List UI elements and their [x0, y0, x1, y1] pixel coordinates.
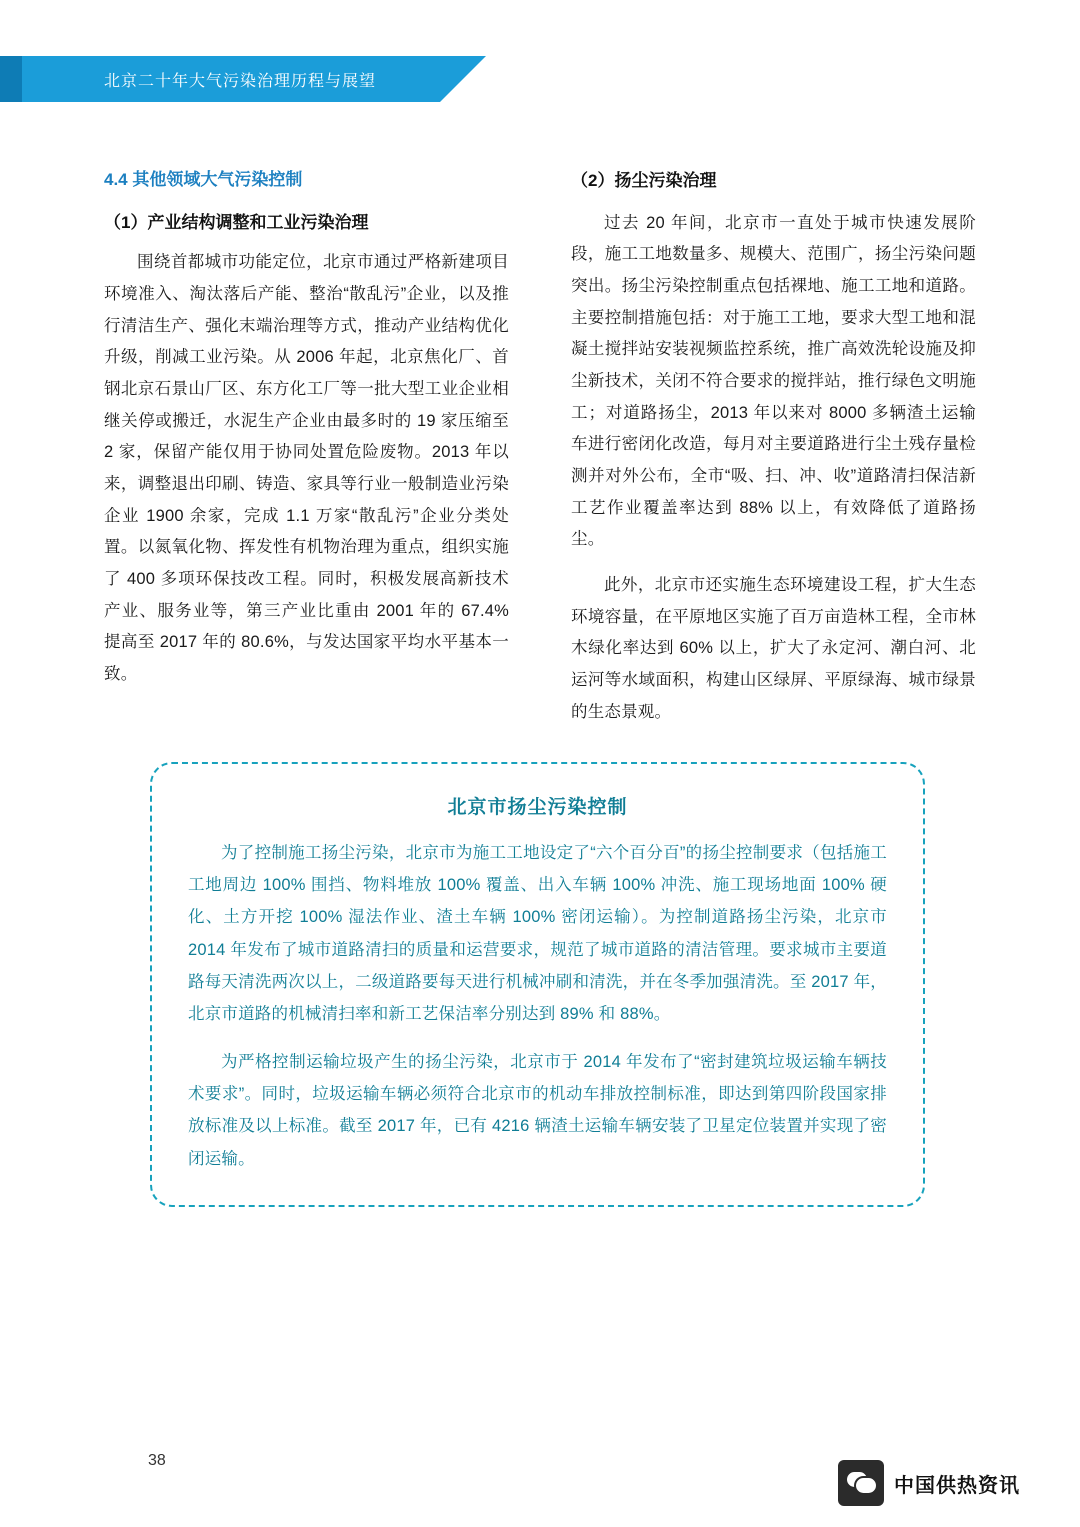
- right-paragraph-2: 此外，北京市还实施生态环境建设工程，扩大生态环境容量，在平原地区实施了百万亩造林工程，全市林木绿化率达到 60% 以上，扩大了永定河、潮白河、北运河等水域面积，构建山区绿屏、平原绿海、城市绿景的生态景观。: [571, 575, 976, 721]
- right-column: [571, 168, 976, 742]
- callout-title: 北京市扬尘污染控制: [447, 797, 628, 818]
- wechat-icon: [838, 1460, 884, 1506]
- callout-paragraph-1: 为了控制施工扬尘污染，北京市为施工工地设定了“六个百分百”的扬尘控制要求（包括施工工地周边 100% 围挡、物料堆放 100% 覆盖、出入车辆 100% 冲洗、施工现场地面 100% 硬化、土方开挖 100% 湿法作业、渣土车辆 100% 密闭运输）。为控制道路扬尘污染，北京市 2014 年发布了城市道路清扫的质量和运营要求，规范了城市道路的清洁管理。要求城市主要道路每天清洗两次以上，二级道路要每天进行机械冲刷和清洗，并在冬季加强清洗。至 2017 年，北京市道路的机械清扫率和新工艺保洁率分别达到 89% 和 88%。: [188, 844, 887, 1023]
- brand-footer: [838, 1460, 1020, 1506]
- brand-name: 中国供热资讯: [894, 1474, 1020, 1497]
- left-paragraph-1: 围绕首都城市功能定位，北京市通过严格新建项目环境准入、淘汰落后产能、整治“散乱污”企业，以及推行清洁生产、强化末端治理等方式，推动产业结构优化升级，削减工业污染。从 2006 年起，北京焦化厂、首钢北京石景山厂区、东方化工厂等一批大型工业企业相继关停或搬迁，水泥生产企业由最多时的 19 家压缩至 2 家，保留产能仅用于协同处置危险废物。2013 年以来，调整退出印刷、铸造、家具等行业一般制造业污染企业 1900 余家，完成 1.1 万家“散乱污”企业分类处置。以氮氧化物、挥发性有机物治理为重点，组织实施了 400 多项环保技改工程。同时，积极发展高新技术产业、服务业等，第三产业比重由 2001 年的 67.4% 提高至 2017 年的 80.6%，与发达国家平均水平基本一致。: [104, 253, 509, 684]
- body-columns: [104, 168, 976, 742]
- page-number: 38: [148, 1452, 166, 1469]
- page-header: [0, 56, 1080, 102]
- header-accent-bar: [0, 56, 22, 102]
- right-subsection-title: （2）扬尘污染治理: [571, 171, 717, 190]
- callout-box: [150, 762, 925, 1207]
- right-paragraph-1: 过去 20 年间，北京市一直处于城市快速发展阶段，施工工地数量多、规模大、范围广，扬尘污染问题突出。扬尘污染控制重点包括裸地、施工工地和道路。主要控制措施包括：对于施工工地，要求大型工地和混凝土搅拌站安装视频监控系统，推广高效洗轮设施及抑尘新技术，关闭不符合要求的搅拌站，推行绿色文明施工；对道路扬尘，2013 年以来对 8000 多辆渣土运输车进行密闭化改造，每月对主要道路进行尘土残存量检测并对外公布，全市“吸、扫、冲、收”道路清扫保洁新工艺作业覆盖率达到 88% 以上，有效降低了道路扬尘。: [571, 213, 976, 549]
- callout-paragraph-2: 为严格控制运输垃圾产生的扬尘污染，北京市于 2014 年发布了“密封建筑垃圾运输车辆技术要求”。同时，垃圾运输车辆必须符合北京市的机动车排放控制标准，即达到第四阶段国家排放标准及以上标准。截至 2017 年，已有 4216 辆渣土运输车辆安装了卫星定位装置并实现了密闭运输。: [188, 1053, 887, 1168]
- left-column: [104, 168, 509, 742]
- header-title: 北京二十年大气污染治理历程与展望: [104, 73, 377, 90]
- left-subsection-title: （1）产业结构调整和工业污染治理: [104, 212, 369, 232]
- section-title: 4.4 其他领域大气污染控制: [104, 170, 303, 189]
